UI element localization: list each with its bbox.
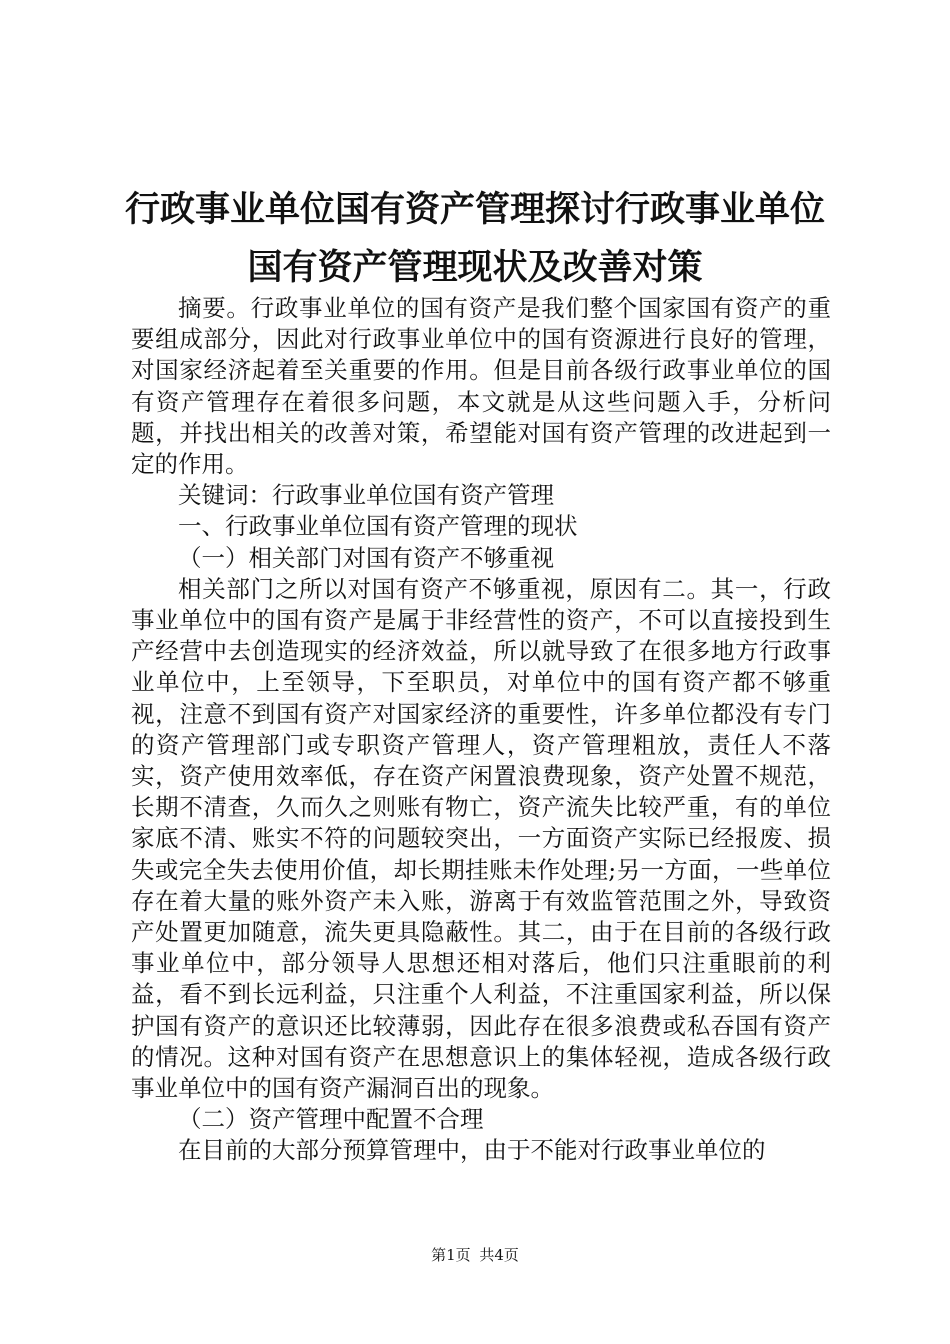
document-title-line-2: 国有资产管理现状及改善对策 bbox=[247, 248, 703, 288]
page-number-current: 第1页 bbox=[431, 1246, 471, 1264]
document-body bbox=[131, 293, 831, 1167]
body-paragraph-1: 相关部门之所以对国有资产不够重视，原因有二。其一，行政事业单位中的国有资产是属于非经营性的资产，不可以直接投到生产经营中去创造现实的经济效益，所以就导致了在很多地方行政事业单位中，上至领导，下至职员，对单位中的国有资产都不够重视，注意不到国有资产对国家经济的重要性，许多单位都没有专门的资产管理部门或专职资产管理人，资产管理粗放，责任人不落实，资产使用效率低，存在资产闲置浪费现象，资产处置不规范，长期不清查，久而久之则账有物亡，资产流失比较严重，有的单位家底不清、账实不符的问题较突出，一方面资产实际已经报废、损失或完全失去使用价值，却长期挂账未作处理;另一方面，一些单位存在着大量的账外资产未入账，游离于有效监管范围之外，导致资产处置更加随意，流失更具隐蔽性。其二，由于在目前的各级行政事业单位中，部分领导人思想还相对落后，他们只注重眼前的利益，看不到长远利益，只注重个人利益，不注重国家利益，所以保护国有资产的意识还比较薄弱，因此存在很多浪费或私吞国有资产的情况。这种对国有资产在思想意识上的集体轻视，造成各级行政事业单位中的国有资产漏洞百出的现象。 bbox=[131, 574, 831, 1103]
subsection-heading-2: （二）资产管理中配置不合理 bbox=[178, 1105, 484, 1134]
section-heading-1: 一、行政事业单位国有资产管理的现状 bbox=[178, 512, 578, 541]
body-paragraph-2: 在目前的大部分预算管理中，由于不能对行政事业单位的 bbox=[178, 1136, 766, 1165]
subsection-heading-1: （一）相关部门对国有资产不够重视 bbox=[178, 543, 554, 572]
keywords-line: 关键词：行政事业单位国有资产管理 bbox=[178, 481, 554, 510]
page-footer bbox=[0, 1245, 950, 1265]
abstract-paragraph: 摘要。行政事业单位的国有资产是我们整个国家国有资产的重要组成部分，因此对行政事业单位中的国有资源进行良好的管理，对国家经济起着至关重要的作用。但是目前各级行政事业单位的国有资产管理存在着很多问题，本文就是从这些问题入手，分析问题，并找出相关的改善对策，希望能对国有资产管理的改进起到一定的作用。 bbox=[131, 294, 831, 479]
page-number-total: 共4页 bbox=[479, 1246, 519, 1264]
document-title-line-1: 行政事业单位国有资产管理探讨行政事业单位 bbox=[124, 190, 825, 230]
